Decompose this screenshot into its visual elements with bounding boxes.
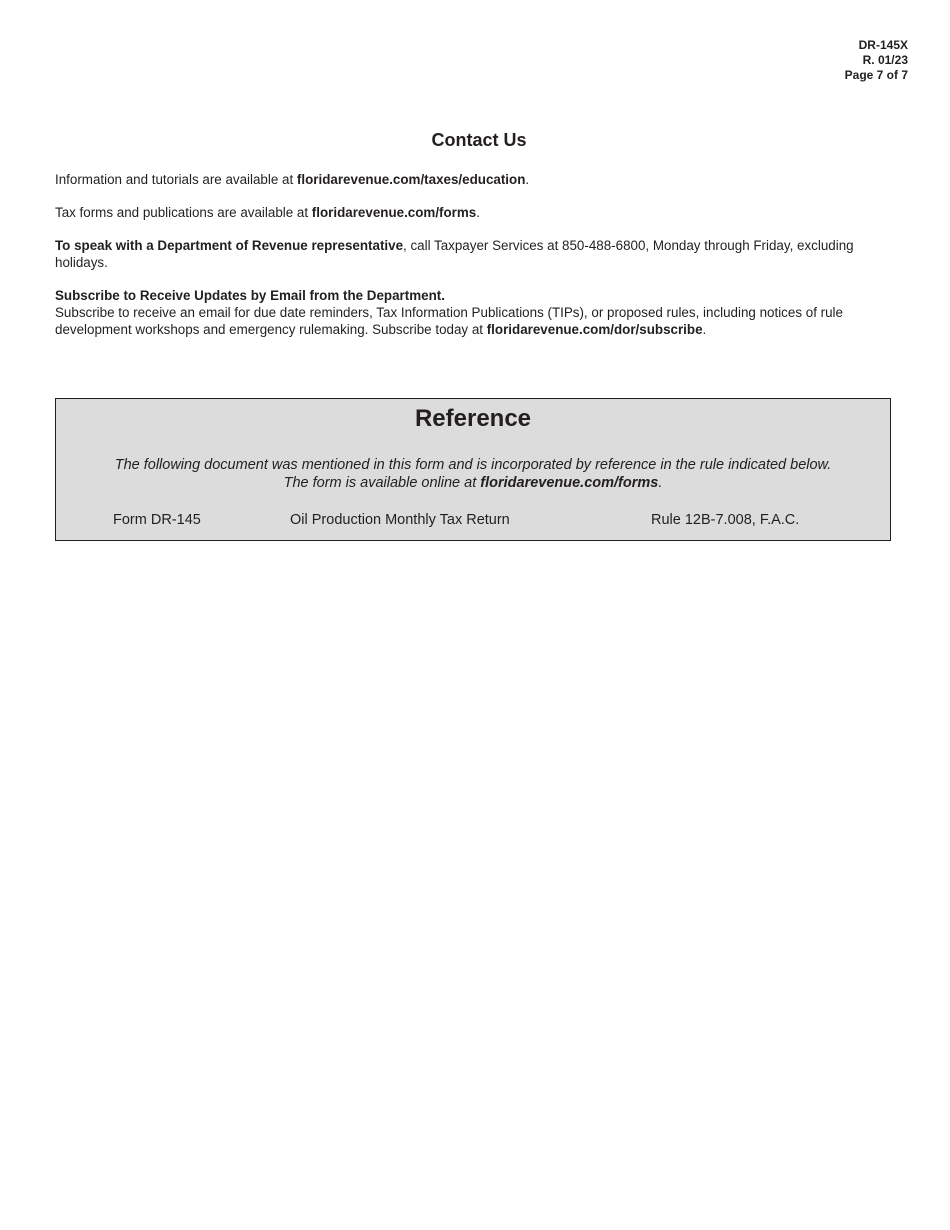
form-number: DR-145X [858,38,908,52]
reference-heading: Reference [414,405,532,432]
subscribe-heading: Subscribe to Receive Updates by Email from the Department. [55,288,445,303]
reference-form-title: Oil Production Monthly Tax Return [290,512,510,528]
subscribe-link[interactable]: floridarevenue.com/dor/subscribe [486,322,703,337]
reference-box [55,398,891,541]
page-number: Page 7 of 7 [844,68,908,82]
education-paragraph: Information and tutorials are available at floridarevenue.com/taxes/education. [55,172,530,187]
forms-paragraph: Tax forms and publications are available at floridarevenue.com/forms. [55,205,480,220]
reference-note: The following document was mentioned in this form and is incorporated by reference in the rule indicated below. The form is available online at floridarevenue.com/forms. [114,457,832,491]
contact-section [55,171,900,354]
form-revision: R. 01/23 [862,53,908,67]
reference-forms-link[interactable]: floridarevenue.com/forms [480,475,659,491]
subscribe-paragraph: Subscribe to Receive Updates by Email from the Department. Subscribe to receive an email for due date reminders, Tax Information Publications (TIPs), or proposed rules, including notices of rule development workshops and emergency rulemaking. Subscribe today at floridarevenue.com/dor/subscribe. [55,288,843,337]
contact-us-heading: Contact Us [431,130,527,150]
representative-lead: To speak with a Department of Revenue representative [55,238,404,253]
representative-paragraph: To speak with a Department of Revenue representative, call Taxpayer Services at 850-488-6800, Monday through Friday, excluding holidays. [55,238,854,270]
reference-rule: Rule 12B-7.008, F.A.C. [651,512,800,528]
form-identifier [845,38,908,83]
forms-link[interactable]: floridarevenue.com/forms [311,205,477,220]
education-link[interactable]: floridarevenue.com/taxes/education [296,172,526,187]
reference-form-number: Form DR-145 [113,512,201,528]
